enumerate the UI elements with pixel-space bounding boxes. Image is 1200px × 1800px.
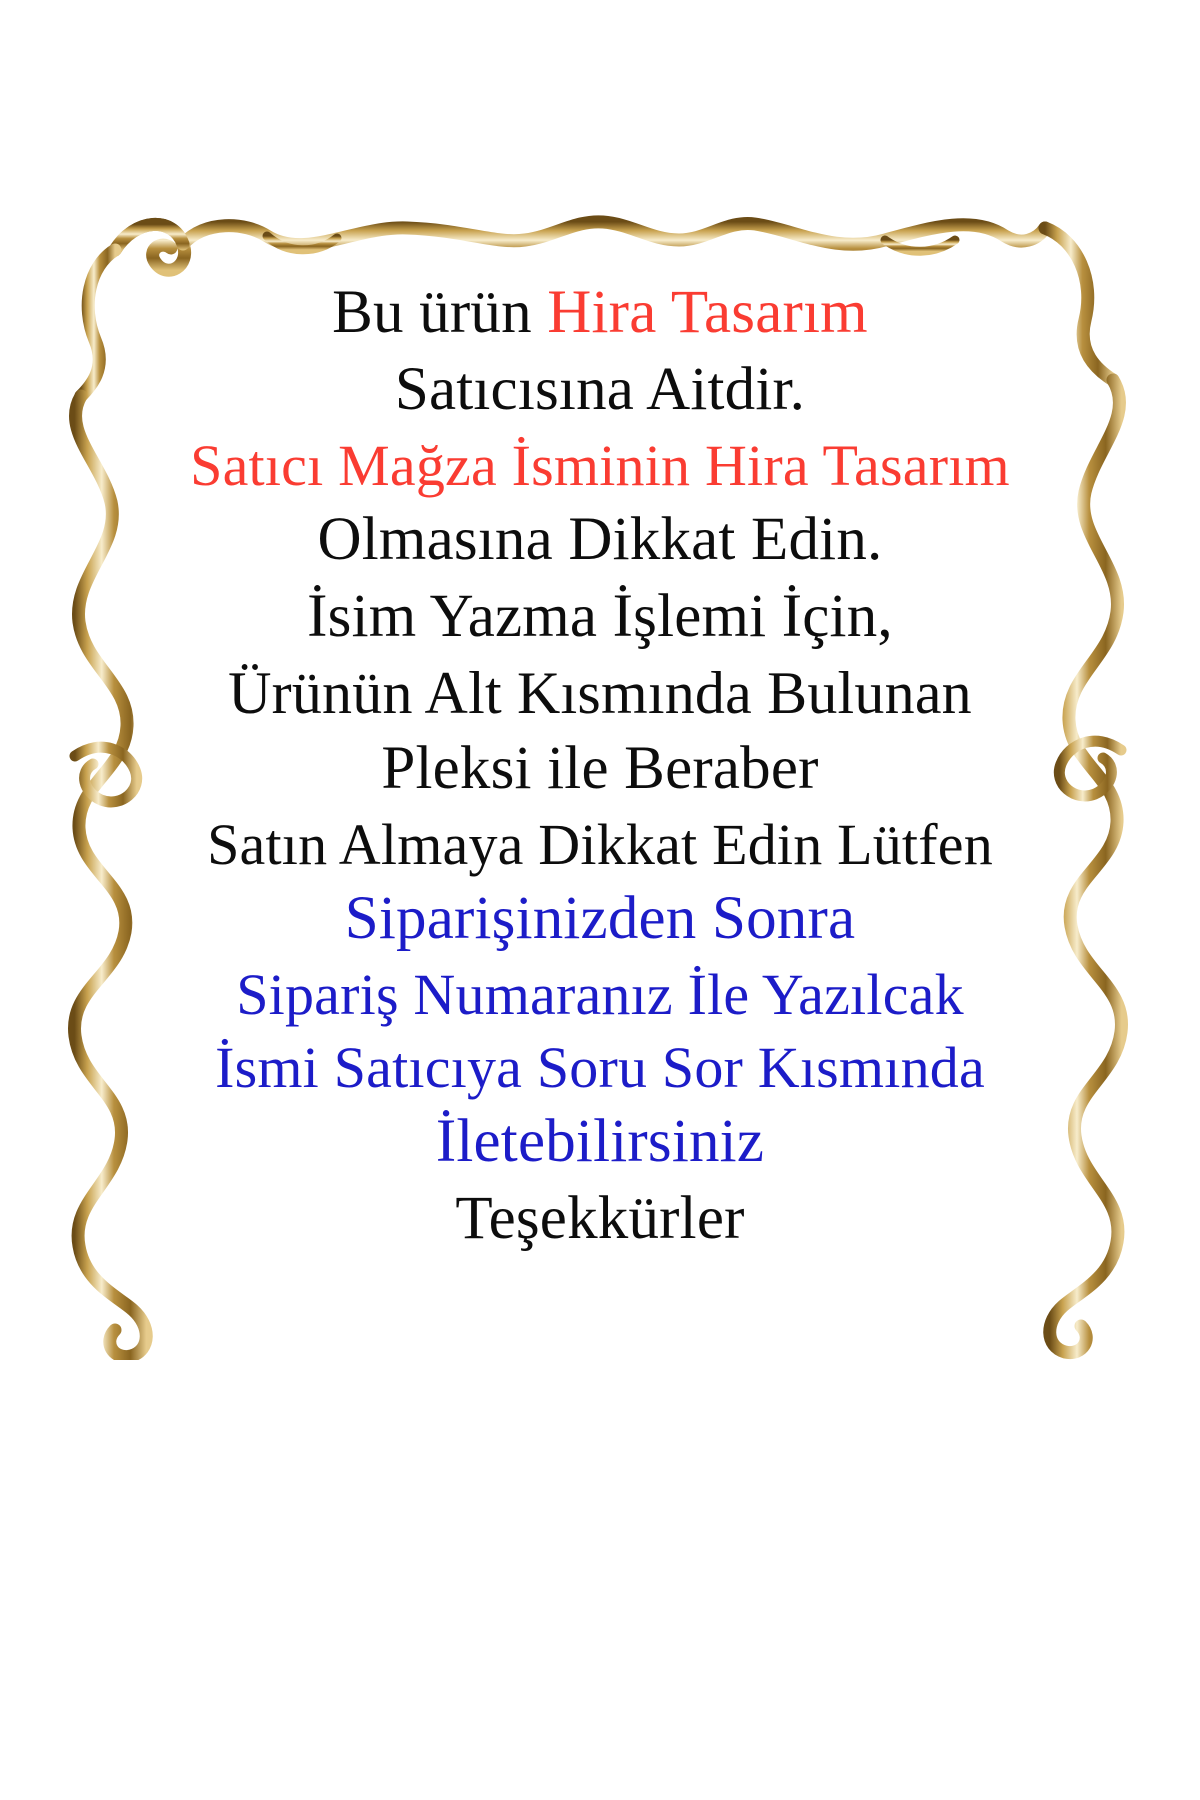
poster-text-block — [100, 275, 1100, 1258]
text-line-4: Olmasına Dikkat Edin. — [317, 505, 883, 573]
text-line-11: İsmi Satıcıya Soru Sor Kısmında — [215, 1034, 985, 1100]
text-line-3: Satıcı Mağza İsminin Hira Tasarım — [190, 432, 1010, 498]
text-line-8: Satın Almaya Dikkat Edin Lütfen — [207, 811, 993, 877]
text-line-10: Sipariş Numaranız İle Yazılcak — [236, 961, 964, 1027]
seller-brand-name: Hira Tasarım — [547, 279, 868, 346]
text-line-13: Teşekkürler — [455, 1184, 745, 1252]
text-line-7: Pleksi ile Beraber — [381, 735, 819, 803]
text-line-12: İletebilirsiniz — [435, 1108, 765, 1176]
text-line-5: İsim Yazma İşlemi İçin, — [307, 582, 893, 650]
text-line-2: Satıcısına Aitdir. — [394, 355, 806, 423]
text-line-9: Siparişinizden Sonra — [344, 885, 856, 953]
text-line-1-prefix: Bu ürün — [332, 279, 548, 346]
text-line-6: Ürünün Alt Kısmında Bulunan — [228, 659, 972, 726]
text-line-1 — [100, 275, 1100, 352]
